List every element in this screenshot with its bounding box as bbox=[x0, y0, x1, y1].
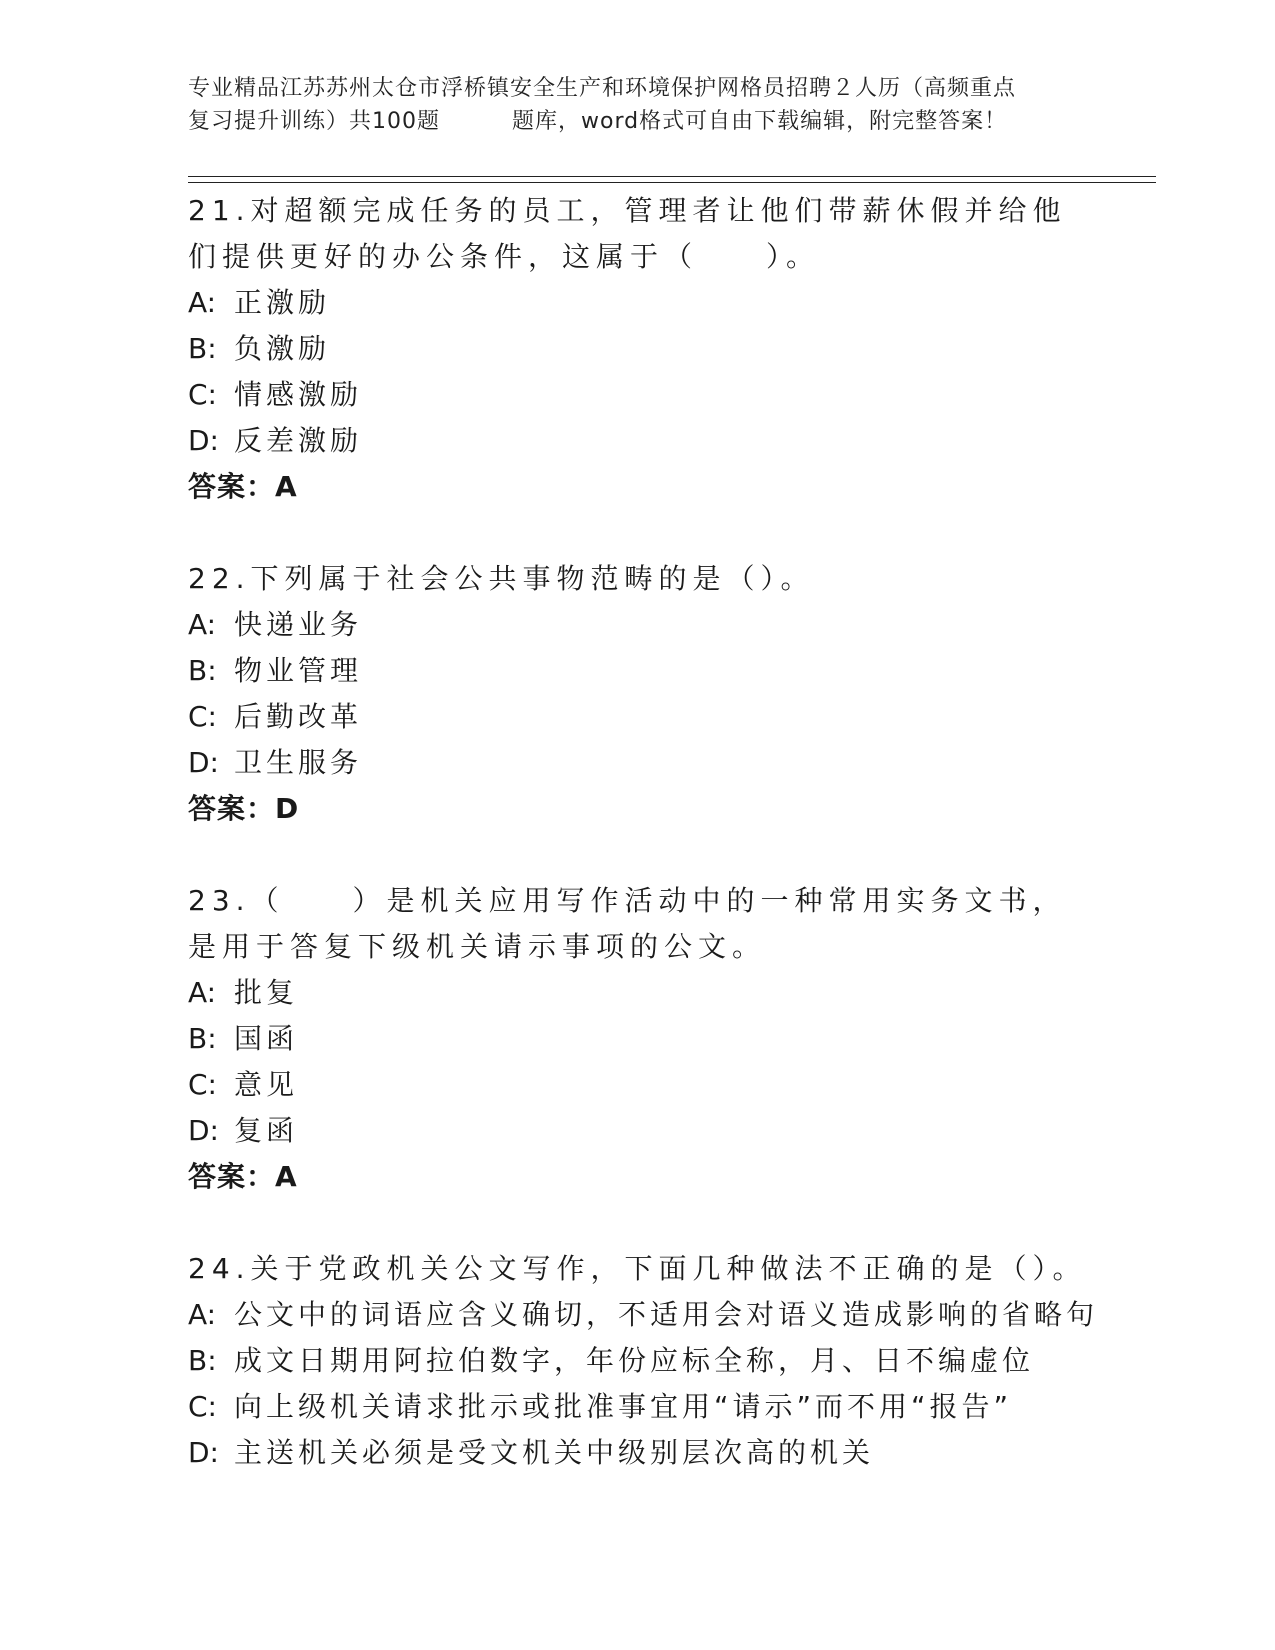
option-text: 主送机关必须是受文机关中级别层次高的机关 bbox=[234, 1436, 875, 1469]
option-text: 快递业务 bbox=[234, 608, 363, 641]
option-text: 复函 bbox=[234, 1114, 299, 1147]
option-c bbox=[188, 1384, 1088, 1430]
option-d bbox=[188, 418, 1088, 464]
option-text: 负激励 bbox=[234, 332, 331, 365]
option-text: 正激励 bbox=[234, 286, 331, 319]
question-22 bbox=[188, 556, 1088, 832]
option-list bbox=[188, 602, 1088, 786]
option-letter: C: bbox=[188, 700, 217, 733]
option-a bbox=[188, 970, 1088, 1016]
option-letter: C: bbox=[188, 378, 217, 411]
option-b bbox=[188, 648, 1088, 694]
page-header bbox=[188, 72, 1088, 138]
option-a bbox=[188, 1292, 1099, 1338]
option-d bbox=[188, 1108, 1088, 1154]
option-letter: C: bbox=[188, 1390, 217, 1423]
option-b bbox=[188, 1338, 1088, 1384]
option-letter: C: bbox=[188, 1068, 217, 1101]
option-a bbox=[188, 280, 1088, 326]
option-letter: A: bbox=[188, 976, 217, 1009]
header-line-2-part-2: 题库，word格式可自由下载编辑，附完整答案！ bbox=[512, 109, 1008, 134]
answer-line: 答案：A bbox=[188, 470, 298, 503]
question-stem: 21.对超额完成任务的员工，管理者让他们带薪休假并给他们提供更好的办公条件，这属于（ ）。 bbox=[188, 194, 1067, 273]
option-letter: B: bbox=[188, 654, 217, 687]
option-text: 物业管理 bbox=[234, 654, 363, 687]
option-text: 成文日期用阿拉伯数字，年份应标全称，月、日不编虚位 bbox=[234, 1344, 1035, 1377]
option-c bbox=[188, 1062, 1088, 1108]
option-text: 反差激励 bbox=[234, 424, 363, 457]
option-letter: D: bbox=[188, 1114, 219, 1147]
answer-line: 答案：A bbox=[188, 1160, 298, 1193]
option-c bbox=[188, 694, 1088, 740]
option-text: 国函 bbox=[234, 1022, 299, 1055]
option-b bbox=[188, 1016, 1088, 1062]
header-line-2 bbox=[188, 105, 1088, 138]
option-text: 批复 bbox=[234, 976, 299, 1009]
question-list bbox=[188, 188, 1099, 1522]
option-letter: B: bbox=[188, 332, 217, 365]
option-text: 向上级机关请求批示或批准事宜用“请示”而不用“报告” bbox=[234, 1390, 1013, 1423]
option-letter: B: bbox=[188, 1022, 217, 1055]
option-letter: A: bbox=[188, 608, 217, 641]
option-letter: A: bbox=[188, 1298, 217, 1331]
option-text: 后勤改革 bbox=[234, 700, 363, 733]
header-divider-bottom bbox=[188, 182, 1156, 183]
option-list bbox=[188, 970, 1088, 1154]
option-list bbox=[188, 280, 1088, 464]
header-line-2-part-1: 复习提升训练）共100题 bbox=[188, 109, 440, 134]
option-list bbox=[188, 1292, 1099, 1476]
question-24 bbox=[188, 1246, 1099, 1476]
question-stem: 24.关于党政机关公文写作，下面几种做法不正确的是（）。 bbox=[188, 1252, 1087, 1285]
option-letter: D: bbox=[188, 746, 219, 779]
option-a bbox=[188, 602, 1088, 648]
question-stem: 23.（ ）是机关应用写作活动中的一种常用实务文书，是用于答复下级机关请示事项的公文。 bbox=[188, 884, 1067, 963]
option-letter: D: bbox=[188, 1436, 219, 1469]
option-letter: D: bbox=[188, 424, 219, 457]
option-letter: B: bbox=[188, 1344, 217, 1377]
header-divider-top bbox=[188, 176, 1156, 177]
question-23 bbox=[188, 878, 1088, 1200]
option-c bbox=[188, 372, 1088, 418]
answer-line: 答案：D bbox=[188, 792, 300, 825]
option-letter: A: bbox=[188, 286, 217, 319]
question-stem: 22.下列属于社会公共事物范畴的是（）。 bbox=[188, 562, 815, 595]
option-b bbox=[188, 326, 1088, 372]
option-text: 情感激励 bbox=[234, 378, 363, 411]
option-text: 意见 bbox=[234, 1068, 299, 1101]
option-d bbox=[188, 1430, 1088, 1476]
option-d bbox=[188, 740, 1088, 786]
option-text: 卫生服务 bbox=[234, 746, 363, 779]
question-21 bbox=[188, 188, 1088, 510]
header-line-1: 专业精品江苏苏州太仓市浮桥镇安全生产和环境保护网格员招聘２人历（高频重点 bbox=[188, 76, 1017, 101]
option-text: 公文中的词语应含义确切，不适用会对语义造成影响的省略句 bbox=[234, 1298, 1099, 1331]
